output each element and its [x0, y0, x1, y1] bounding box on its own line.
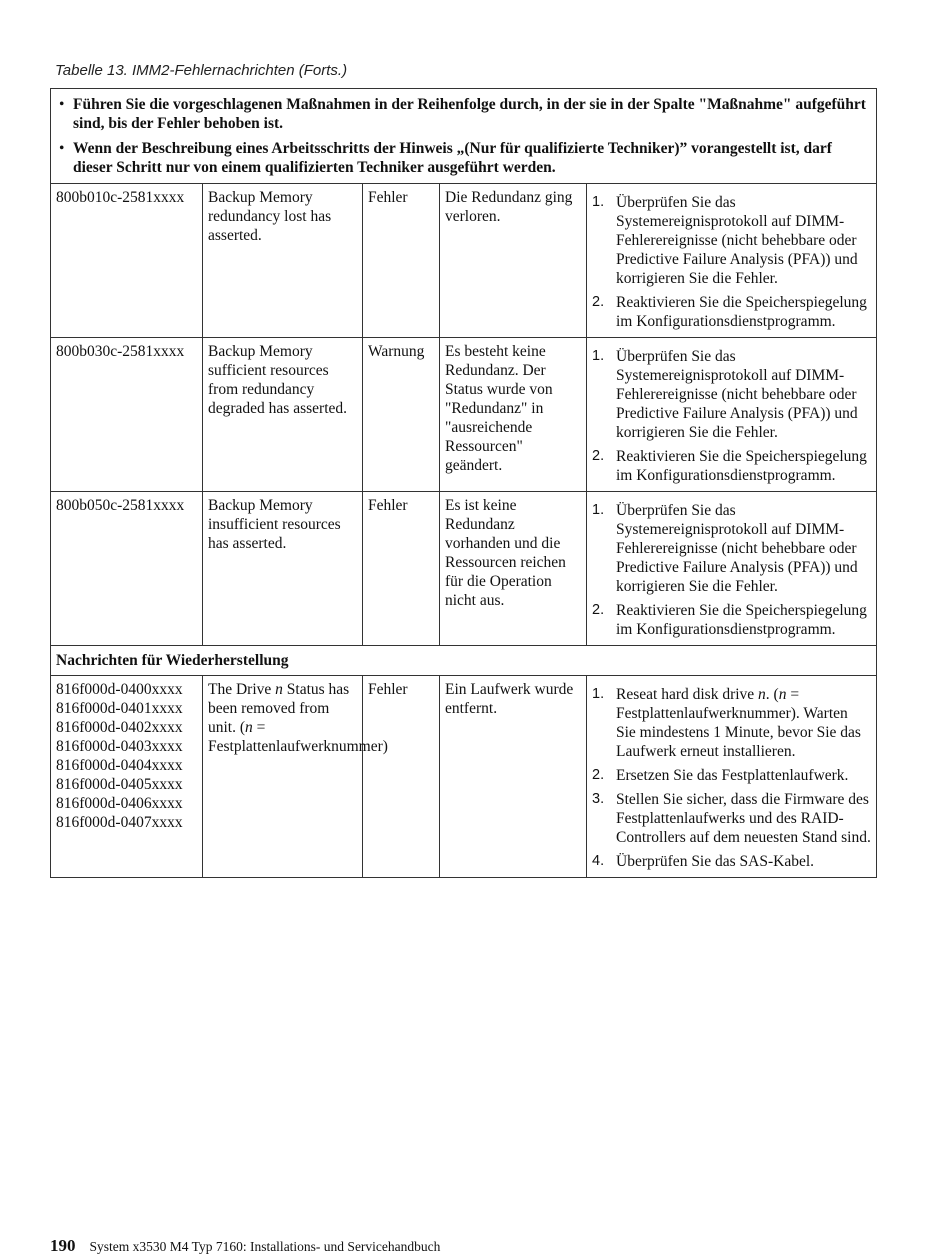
- action-cell: [587, 676, 877, 878]
- message-id: 800b030c-2581xxxx: [51, 338, 203, 492]
- bullet-icon: •: [59, 96, 65, 113]
- action-step: 2. Reaktivieren Sie die Speicherspiegelung im Konfigurationsdienstprogramm.: [592, 602, 867, 638]
- message-id: 816f000d-0401xxxx: [56, 700, 183, 717]
- action-list: [592, 685, 871, 871]
- message-id: 816f000d-0404xxxx: [56, 757, 183, 774]
- table-row: [51, 184, 877, 338]
- action-step: 2. Ersetzen Sie das Festplattenlaufwerk.: [592, 767, 849, 784]
- message-id: 816f000d-0405xxxx: [56, 776, 183, 793]
- message-text: The Drive n Status has been removed from unit. (n = Festplattenlaufwerknummer): [203, 676, 363, 878]
- message-text: Backup Memory insufficient resources has asserted.: [203, 492, 363, 646]
- message-id: 816f000d-0402xxxx: [56, 719, 183, 736]
- action-list: [592, 501, 871, 639]
- section-row: [51, 646, 877, 676]
- action-step: 3. Stellen Sie sicher, dass die Firmware des Festplattenlaufwerks und des RAID-Controllers auf dem neuesten Stand sind.: [592, 791, 871, 846]
- message-id: 816f000d-0400xxxx: [56, 681, 183, 698]
- message-id: 816f000d-0406xxxx: [56, 795, 183, 812]
- notes-row: [51, 89, 877, 184]
- description: Die Redundanz ging verloren.: [440, 184, 587, 338]
- page-footer: [50, 1236, 440, 1256]
- footer-title: System x3530 M4 Typ 7160: Installations- und Servicehandbuch: [89, 1239, 441, 1254]
- message-id: 816f000d-0403xxxx: [56, 738, 183, 755]
- action-list: [592, 193, 871, 331]
- message-id-list: [51, 676, 203, 878]
- action-step: 1. Reseat hard disk drive n. (n = Festplattenlaufwerknummer). Warten Sie mindestens 1 Minute, bevor Sie das Laufwerk erneut installieren.: [592, 686, 861, 760]
- severity: Fehler: [363, 184, 440, 338]
- message-id: 800b010c-2581xxxx: [51, 184, 203, 338]
- action-step: 4. Überprüfen Sie das SAS-Kabel.: [592, 853, 815, 870]
- description: Es ist keine Redundanz vorhanden und die Ressourcen reichen für die Operation nicht aus.: [440, 492, 587, 646]
- action-cell: [587, 184, 877, 338]
- severity: Fehler: [363, 492, 440, 646]
- severity: Warnung: [363, 338, 440, 492]
- table-caption: Tabelle 13. IMM2-Fehlernachrichten (Forts.): [55, 62, 348, 79]
- action-step: 2. Reaktivieren Sie die Speicherspiegelung im Konfigurationsdienstprogramm.: [592, 448, 867, 484]
- message-id: 800b050c-2581xxxx: [51, 492, 203, 646]
- action-step: 2. Reaktivieren Sie die Speicherspiegelung im Konfigurationsdienstprogramm.: [592, 294, 867, 330]
- message-text: Backup Memory redundancy lost has asserted.: [203, 184, 363, 338]
- message-id: 816f000d-0407xxxx: [56, 814, 183, 831]
- page-number: 190: [50, 1236, 76, 1255]
- action-cell: [587, 492, 877, 646]
- table-row: [51, 676, 877, 878]
- notes-cell: [51, 89, 877, 184]
- note-item: [59, 95, 868, 133]
- message-text: Backup Memory sufficient resources from redundancy degraded has asserted.: [203, 338, 363, 492]
- action-step: 1. Überprüfen Sie das Systemereignisprotokoll auf DIMM-Fehlerereignisse (nicht behebbare oder Predictive Failure Analysis (PFA)) und korrigieren Sie die Fehler.: [592, 348, 858, 441]
- severity: Fehler: [363, 676, 440, 878]
- action-step: 1. Überprüfen Sie das Systemereignisprotokoll auf DIMM-Fehlerereignisse (nicht behebbare oder Predictive Failure Analysis (PFA)) und korrigieren Sie die Fehler.: [592, 502, 858, 595]
- description: Es besteht keine Redundanz. Der Status wurde von "Redundanz" in "ausreichende Ressourcen" geändert.: [440, 338, 587, 492]
- bullet-icon: •: [59, 140, 65, 157]
- section-title: Nachrichten für Wiederherstellung: [51, 646, 877, 676]
- note-text: Wenn der Beschreibung eines Arbeitsschritts der Hinweis „(Nur für qualifizierte Techniker)” vorangestellt ist, darf dieser Schritt nur von einem qualifizierten Techniker ausgeführt werden.: [73, 140, 832, 176]
- action-cell: [587, 338, 877, 492]
- action-step: 1. Überprüfen Sie das Systemereignisprotokoll auf DIMM-Fehlerereignisse (nicht behebbare oder Predictive Failure Analysis (PFA)) und korrigieren Sie die Fehler.: [592, 194, 858, 287]
- note-text: Führen Sie die vorgeschlagenen Maßnahmen in der Reihenfolge durch, in der sie in der Spalte "Maßnahme" aufgeführt sind, bis der Fehler behoben ist.: [73, 96, 866, 132]
- note-item: [59, 139, 868, 177]
- table-row: [51, 338, 877, 492]
- error-message-table: [50, 88, 877, 878]
- action-list: [592, 347, 871, 485]
- description: Ein Laufwerk wurde entfernt.: [440, 676, 587, 878]
- table-row: [51, 492, 877, 646]
